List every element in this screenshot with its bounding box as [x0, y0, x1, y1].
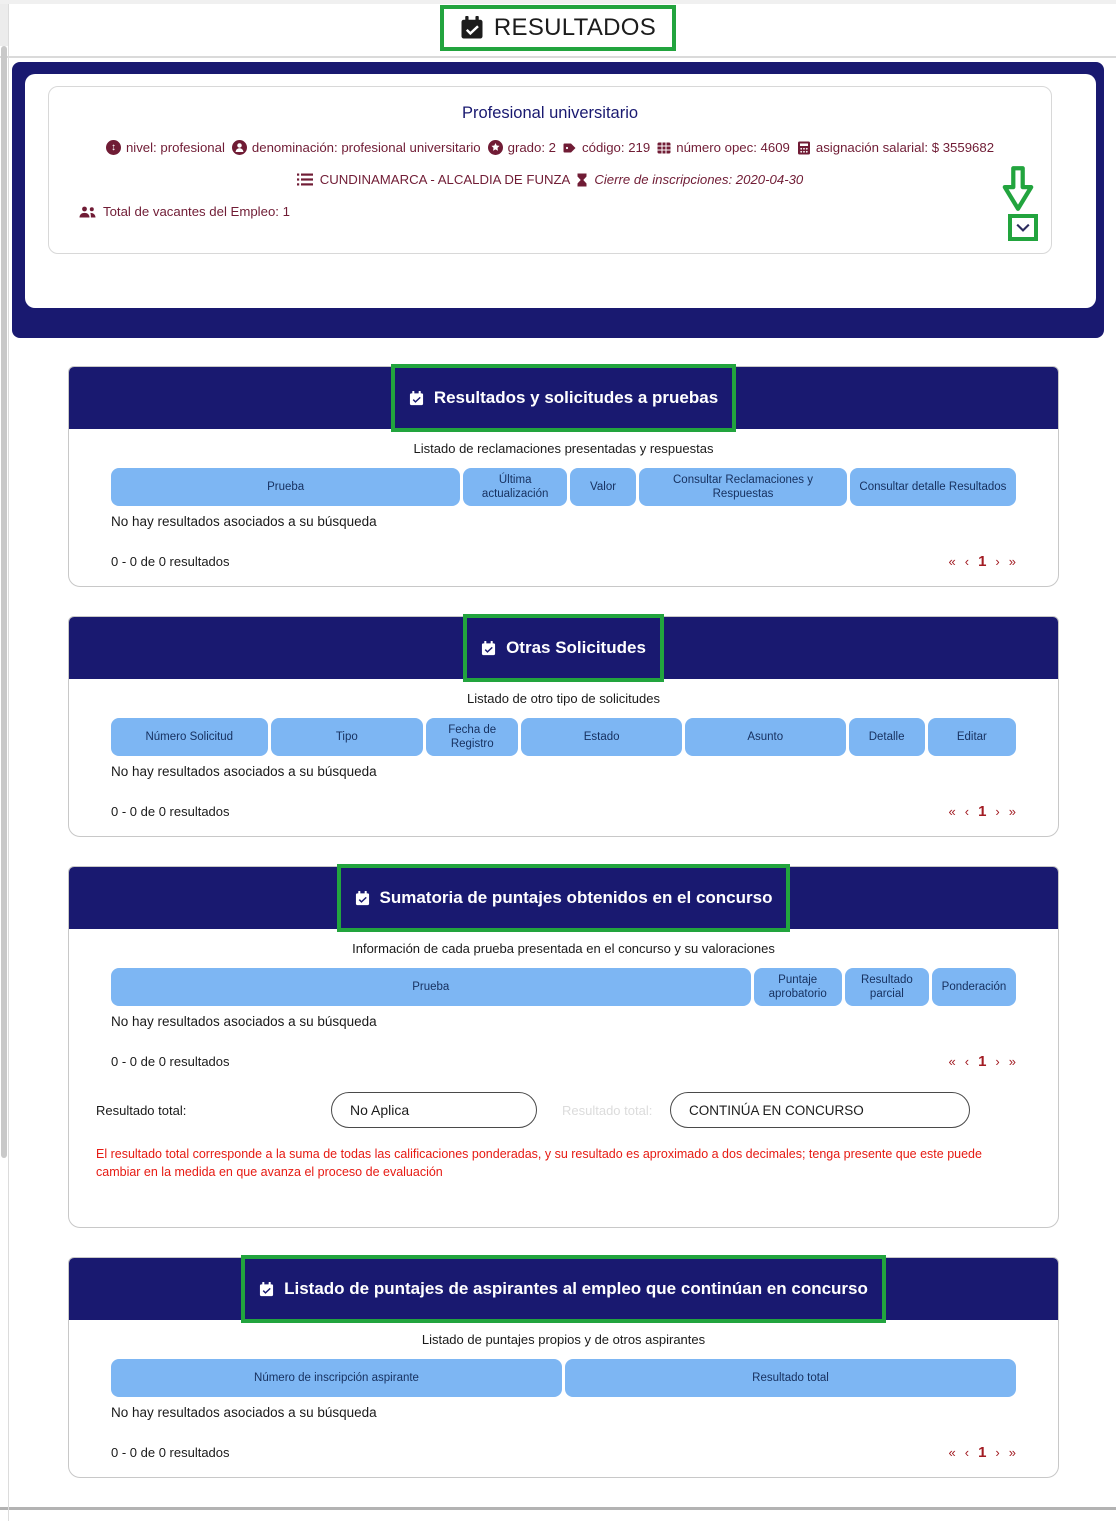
column-header-resultado-total: Resultado total: [565, 1359, 1016, 1397]
hourglass-icon: [577, 173, 587, 187]
section-otras-solicitudes: [68, 616, 1059, 837]
pagination-first[interactable]: «: [948, 804, 956, 819]
column-header-puntaje-aprobatorio: Puntaje aprobatorio: [754, 968, 842, 1006]
pagination: [949, 1053, 1017, 1070]
level-icon: ↕: [106, 140, 121, 155]
empty-message: No hay resultados asociados a su búsqueda: [111, 764, 377, 779]
person-icon: [232, 140, 247, 155]
pagination-page[interactable]: 1: [978, 553, 987, 570]
people-icon: [79, 206, 96, 218]
pagination-last[interactable]: »: [1008, 554, 1016, 569]
pagination-last[interactable]: »: [1008, 1054, 1016, 1069]
scrollbar-button[interactable]: [0, 0, 8, 46]
job-vacancies: Total de vacantes del Empleo: 1: [103, 204, 290, 219]
section-title: Otras Solicitudes: [506, 638, 646, 657]
column-header-editar: Editar: [928, 718, 1016, 756]
empty-message: No hay resultados asociados a su búsqueda: [111, 1014, 377, 1029]
section-sumatoria-puntajes: [68, 866, 1059, 1228]
expand-details-button[interactable]: [1008, 214, 1038, 241]
job-attr-salario: asignación salarial: $ 3559682: [797, 140, 994, 155]
job-location: CUNDINAMARCA - ALCALDIA DE FUNZA: [319, 172, 571, 187]
pagination-first[interactable]: «: [948, 1054, 956, 1069]
sections-container: [0, 338, 1116, 1478]
column-header-prueba: Prueba: [111, 968, 751, 1006]
table-caption: Listado de otro tipo de solicitudes: [467, 691, 660, 706]
browser-edge: [0, 0, 1116, 4]
calendar-check-icon: [355, 891, 370, 906]
pagination-next[interactable]: ›: [995, 554, 1000, 569]
column-header-valor: Valor: [570, 468, 636, 506]
grid-icon: [657, 141, 671, 155]
column-header-consultar-detalle: Consultar detalle Resultados: [850, 468, 1016, 506]
section-title: Listado de puntajes de aspirantes al empleo que continúan en concurso: [284, 1279, 868, 1298]
column-header-tipo: Tipo: [271, 718, 424, 756]
section-resultados-y-solicitudes: [68, 366, 1059, 587]
pagination: [949, 803, 1017, 820]
page-bottom-divider: [0, 1507, 1116, 1510]
highlight-frame: [391, 364, 736, 432]
job-attr-grado: grado: 2: [488, 140, 556, 155]
empty-message: No hay resultados asociados a su búsqueda: [111, 514, 377, 529]
column-header-ultima-actualizacion: Última actualización: [463, 468, 567, 506]
pagination: [949, 1444, 1017, 1461]
pagination: [949, 553, 1017, 570]
column-header-resultado-parcial: Resultado parcial: [845, 968, 929, 1006]
job-title: Profesional universitario: [461, 104, 639, 122]
empty-message: No hay resultados asociados a su búsqueda: [111, 1405, 377, 1420]
pagination-prev[interactable]: ‹: [964, 804, 970, 819]
salary-icon: [797, 141, 811, 155]
calendar-check-icon: [409, 391, 424, 406]
pagination-first[interactable]: «: [948, 1445, 956, 1460]
section-header-bar: [69, 367, 1058, 429]
job-vacancies-row: [49, 204, 1051, 219]
section-header-bar: [69, 1258, 1058, 1320]
page-title: RESULTADOS: [493, 14, 657, 41]
column-header-asunto: Asunto: [685, 718, 846, 756]
column-header-fecha-registro: Fecha de Registro: [426, 718, 518, 756]
hero-container: [12, 62, 1104, 338]
section-title: Resultados y solicitudes a pruebas: [433, 388, 719, 407]
job-attributes-row: [49, 140, 1051, 155]
calendar-check-icon: [481, 641, 496, 656]
result-total-label-secondary: Resultado total:: [562, 1102, 653, 1118]
table-header-row: [111, 1359, 1016, 1397]
calendar-check-icon: [460, 16, 484, 40]
column-header-numero-inscripcion: Número de inscripción aspirante: [111, 1359, 562, 1397]
pagination-prev[interactable]: ‹: [964, 554, 970, 569]
highlight-frame: [440, 5, 676, 51]
section-header-bar: [69, 867, 1058, 929]
pagination-last[interactable]: »: [1008, 804, 1016, 819]
column-header-estado: Estado: [521, 718, 682, 756]
results-count: 0 - 0 de 0 resultados: [111, 804, 230, 819]
pagination-next[interactable]: ›: [995, 1445, 1000, 1460]
result-total-note: El resultado total corresponde a la suma de todas las calificaciones ponderadas, y su resultado es aproximado a dos decimales; tenga presente que este puede cambiar en la medida en que avanza el proceso de evaluación: [96, 1147, 982, 1179]
job-attr-denominacion: denominación: profesional universitario: [232, 140, 481, 155]
green-arrow-annotation: [1002, 166, 1034, 212]
chevron-down-icon: [1016, 223, 1030, 232]
scrollbar-track: [8, 0, 9, 1521]
pagination-next[interactable]: ›: [995, 804, 1000, 819]
pagination-last[interactable]: »: [1008, 1445, 1016, 1460]
table-header-row: [111, 968, 1016, 1006]
section-title: Sumatoria de puntajes obtenidos en el concurso: [379, 888, 773, 907]
pagination-prev[interactable]: ‹: [964, 1445, 970, 1460]
job-location-row: [49, 172, 1051, 187]
table-header-row: [111, 718, 1016, 756]
table-header-row: [111, 468, 1016, 506]
table-caption: Listado de reclamaciones presentadas y respuestas: [413, 441, 714, 456]
scrollbar-thumb[interactable]: [1, 46, 7, 1158]
column-header-consultar-reclamaciones: Consultar Reclamaciones y Respuestas: [639, 468, 847, 506]
result-total-label: Resultado total:: [96, 1102, 187, 1118]
pagination-first[interactable]: «: [948, 554, 956, 569]
column-header-prueba: Prueba: [111, 468, 460, 506]
column-header-ponderacion: Ponderación: [932, 968, 1016, 1006]
results-count: 0 - 0 de 0 resultados: [111, 1054, 230, 1069]
hero-panel: [25, 74, 1096, 308]
job-attr-opec: número opec: 4609: [657, 140, 790, 155]
pagination-next[interactable]: ›: [995, 1054, 1000, 1069]
section-listado-puntajes-aspirantes: [68, 1257, 1059, 1478]
tag-icon: [563, 141, 577, 155]
highlight-frame: [463, 614, 664, 682]
job-card: [48, 86, 1052, 254]
pagination-prev[interactable]: ‹: [964, 1054, 970, 1069]
table-caption: Listado de puntajes propios y de otros aspirantes: [421, 1332, 706, 1347]
column-header-detalle: Detalle: [849, 718, 925, 756]
table-caption: Información de cada prueba presentada en el concurso y su valoraciones: [352, 941, 775, 956]
list-icon: [297, 173, 313, 186]
calendar-check-icon: [259, 1282, 274, 1297]
pagination-page[interactable]: 1: [978, 1053, 987, 1070]
highlight-frame: [241, 1255, 886, 1323]
star-icon: [488, 140, 503, 155]
page-header: [0, 0, 1116, 58]
job-closing-date: Cierre de inscripciones: 2020-04-30: [594, 172, 804, 187]
result-total-value-field[interactable]: No Aplica: [331, 1092, 537, 1128]
pagination-page[interactable]: 1: [978, 1444, 987, 1461]
pagination-page[interactable]: 1: [978, 803, 987, 820]
job-attr-nivel: ↕ nivel: profesional: [106, 140, 225, 155]
results-count: 0 - 0 de 0 resultados: [111, 554, 230, 569]
column-header-numero-solicitud: Número Solicitud: [111, 718, 268, 756]
job-attr-codigo: código: 219: [563, 140, 650, 155]
section-header-bar: [69, 617, 1058, 679]
results-count: 0 - 0 de 0 resultados: [111, 1445, 230, 1460]
result-total-row: [96, 1092, 1016, 1128]
highlight-frame: [337, 864, 791, 932]
result-total-status-field[interactable]: CONTINÚA EN CONCURSO: [670, 1092, 970, 1128]
